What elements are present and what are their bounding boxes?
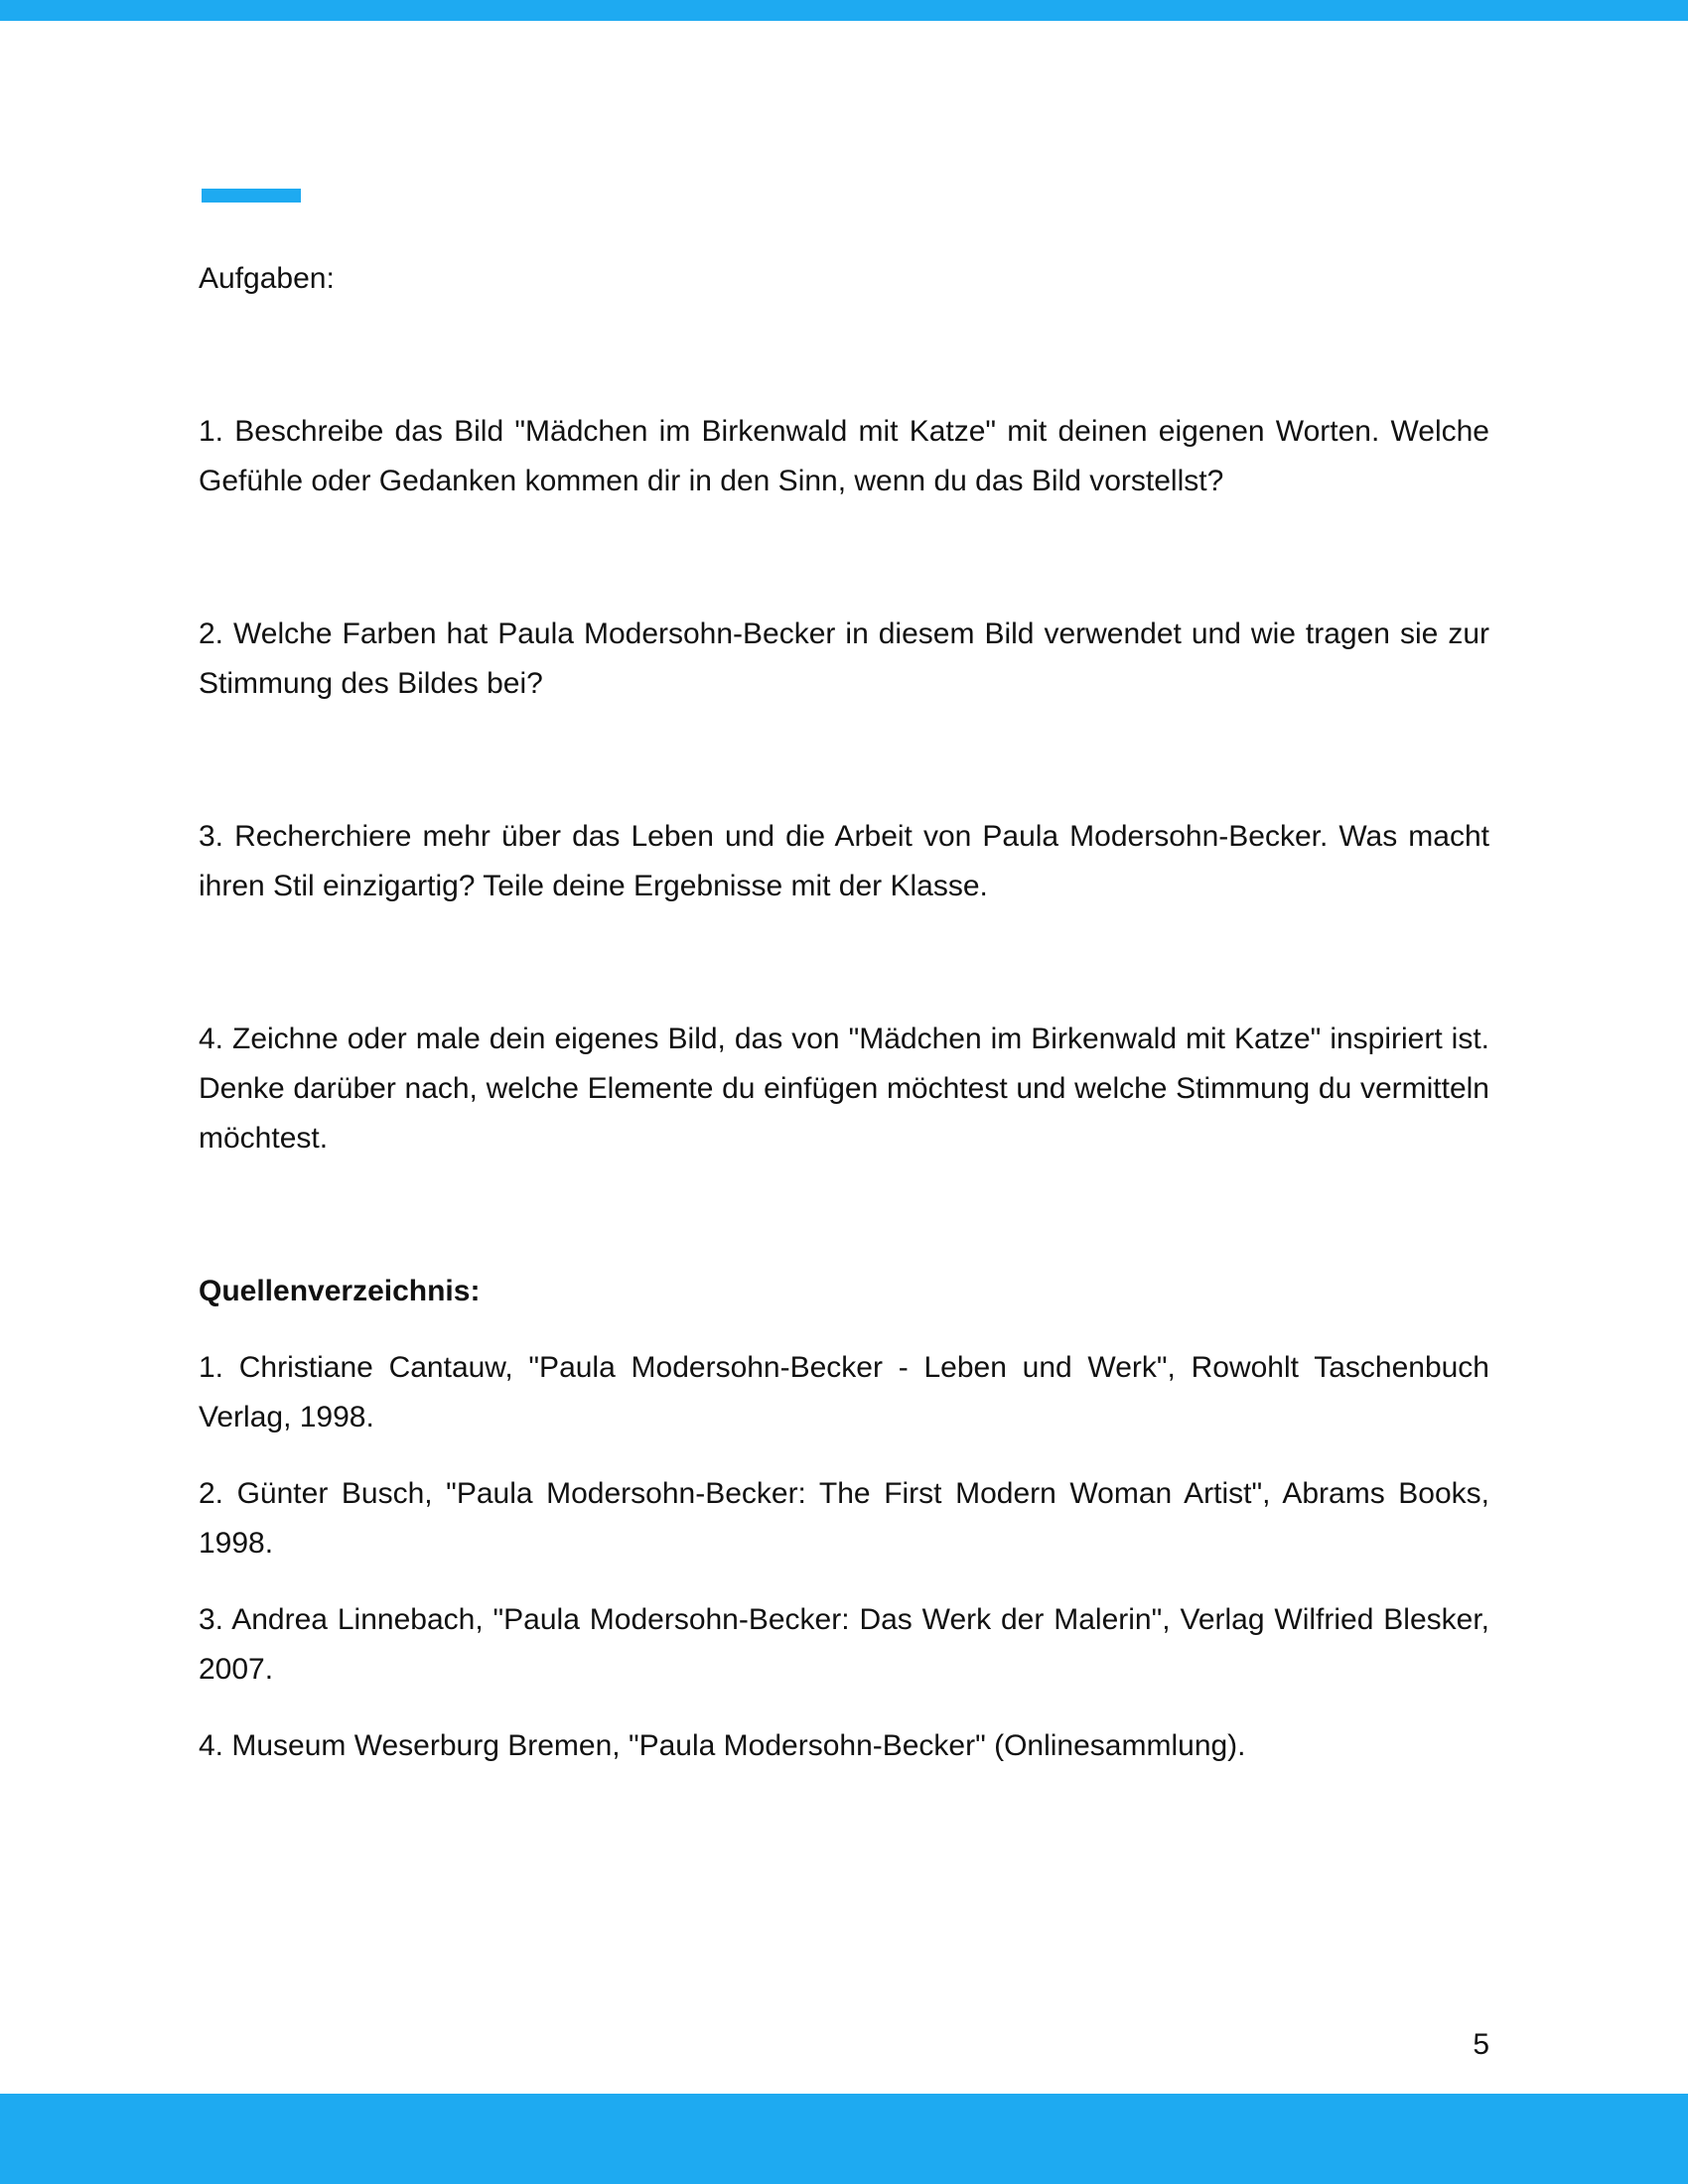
source-item: 3. Andrea Linnebach, "Paula Modersohn-Becker: Das Werk der Malerin", Verlag Wilfried Blesker, 2007. [199,1603,1489,1686]
page-number: 5 [1473,2028,1489,2061]
top-accent-bar [0,0,1688,21]
section-accent-rule [202,189,301,203]
document-content [199,254,1489,1798]
task-item: 3. Recherchiere mehr über das Leben und die Arbeit von Paula Modersohn-Becker. Was macht ihren Stil einzigartig? Teile deine Ergebnisse mit der Klasse. [199,820,1489,902]
source-item: 1. Christiane Cantauw, "Paula Modersohn-Becker - Leben und Werk", Rowohlt Taschenbuch Verlag, 1998. [199,1351,1489,1433]
task-item: 1. Beschreibe das Bild "Mädchen im Birkenwald mit Katze" mit deinen eigenen Worten. Welche Gefühle oder Gedanken kommen dir in den Sinn, wenn du das Bild vorstellst? [199,415,1489,497]
sources-heading: Quellenverzeichnis: [199,1275,481,1307]
source-item: 4. Museum Weserburg Bremen, "Paula Modersohn-Becker" (Onlinesammlung). [199,1729,1246,1762]
task-item: 2. Welche Farben hat Paula Modersohn-Becker in diesem Bild verwendet und wie tragen sie zur Stimmung des Bildes bei? [199,617,1489,700]
sources-list [199,1343,1489,1771]
tasks-heading: Aufgaben: [199,262,335,295]
task-item: 4. Zeichne oder male dein eigenes Bild, das von "Mädchen im Birkenwald mit Katze" inspiriert ist. Denke darüber nach, welche Elemente du einfügen möchtest und welche Stimmung du vermitteln möchtest. [199,1023,1489,1155]
bottom-accent-bar [0,2094,1688,2184]
source-item: 2. Günter Busch, "Paula Modersohn-Becker: The First Modern Woman Artist", Abrams Books, 1998. [199,1477,1489,1560]
tasks-list [199,407,1489,1163]
